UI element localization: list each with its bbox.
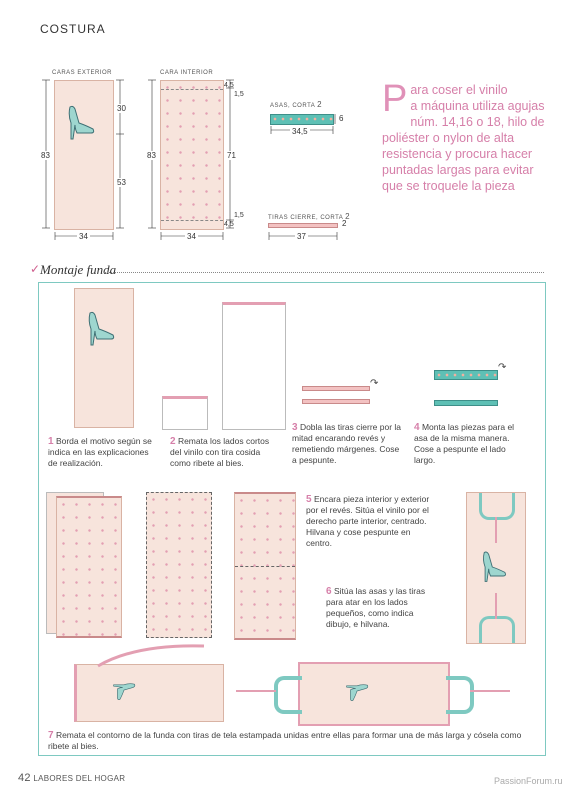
exterior-bottom-dim: 53 bbox=[117, 178, 126, 187]
interior-piece bbox=[160, 80, 224, 230]
exterior-side-dims bbox=[112, 78, 128, 232]
section-title: COSTURA bbox=[40, 22, 106, 36]
step-6: 6 Sitúa las asas y las tiras para atar en los lados pequeños, como indica dibujo, e hilvana. bbox=[326, 586, 426, 629]
high-heel-motif-icon bbox=[67, 103, 97, 143]
tip-first-line: ara coser el vinilo bbox=[410, 83, 508, 97]
tip-initial: P bbox=[382, 78, 408, 120]
interior-width: 34 bbox=[187, 232, 196, 241]
tie-strip bbox=[495, 517, 497, 543]
interior-label: CARA INTERIOR bbox=[160, 70, 214, 76]
step5-basted bbox=[146, 492, 212, 638]
dotted-rule bbox=[104, 272, 544, 273]
asas-label: ASAS, CORTA 2 bbox=[270, 100, 323, 109]
step3-strip-b bbox=[302, 399, 370, 404]
tiras-label: TIRAS CIERRE, CORTA 2 bbox=[268, 212, 351, 221]
interior-mid-dim: 71 bbox=[227, 151, 236, 160]
step2-vinyl bbox=[222, 302, 286, 430]
asas-height: 6 bbox=[339, 114, 344, 123]
binding-strip bbox=[96, 640, 206, 670]
tie-strip bbox=[495, 593, 497, 619]
step-2: 2 Remata los lados cortos del vinilo con tira cosida como ribete al bies. bbox=[170, 436, 270, 468]
high-heel-motif-icon bbox=[481, 549, 509, 585]
exterior-width: 34 bbox=[79, 232, 88, 241]
page-footer: 42 LABORES DEL HOGAR bbox=[18, 772, 126, 784]
step-5: 5 Encara pieza interior y exterior por el revés. Sitúa el vinilo por el derecho parte interior, centrado. Hilvana y cose pespunte en centro. bbox=[306, 494, 430, 548]
interior-bottom-dim-b: 4,5 bbox=[224, 221, 234, 228]
tie-strip bbox=[470, 690, 510, 692]
tie-strip bbox=[236, 690, 276, 692]
step3-strip-a bbox=[302, 386, 370, 391]
interior-top-dim-a: 4,5 bbox=[224, 82, 234, 89]
step-7: 7 Remata el contorno de la funda con tiras de tela estampada unidas entre ellas para formar una de más larga y cósela como ribete al bies. bbox=[48, 730, 522, 751]
exterior-top-dim: 30 bbox=[117, 104, 126, 113]
interior-bottom-dim-a: 1,5 bbox=[234, 212, 244, 219]
strap-loop bbox=[479, 493, 515, 520]
step5-sewn bbox=[234, 492, 296, 640]
step7-finished bbox=[298, 662, 450, 726]
step4-strap-b bbox=[434, 400, 498, 406]
montaje-title: Montaje funda bbox=[40, 262, 117, 277]
high-heel-motif-icon bbox=[111, 675, 137, 709]
step5-layers bbox=[56, 496, 122, 638]
step-1: 1 Borda el motivo según se indica en las explicaciones de realización. bbox=[48, 436, 152, 468]
tiras-strip bbox=[268, 223, 338, 228]
high-heel-motif-icon bbox=[344, 676, 370, 710]
strap-loop bbox=[274, 676, 302, 714]
strap-loop bbox=[446, 676, 474, 714]
step-4: 4 Monta las piezas para el asa de la misma manera. Cose a pespunte el lado largo. bbox=[414, 422, 515, 465]
asas-width: 34,5 bbox=[292, 127, 308, 136]
interior-top-dim-b: 1,5 bbox=[234, 91, 244, 98]
tiras-width: 37 bbox=[297, 232, 306, 241]
sewing-tip bbox=[382, 78, 552, 194]
step4-strap-a bbox=[434, 370, 498, 380]
interior-height: 83 bbox=[147, 151, 156, 160]
tip-body: a máquina utiliza agujas núm. 14,16 o 18, hilo de poliéster o nylon de alta resistencia y procura hacer puntadas largas para evitar que se troquele la pieza bbox=[382, 99, 545, 193]
watermark: PassionForum.ru bbox=[494, 776, 563, 786]
fold-arrow-icon: ↷ bbox=[370, 378, 379, 389]
exterior-height: 83 bbox=[41, 151, 50, 160]
step1-illustration bbox=[74, 288, 134, 428]
tiras-height: 2 bbox=[342, 219, 347, 228]
fold-arrow-icon: ↷ bbox=[498, 362, 507, 373]
step7-binding bbox=[74, 664, 224, 722]
step-3: 3 Dobla las tiras cierre por la mitad encarando revés y remetiendo márgenes. Cose a pespunte. bbox=[292, 422, 402, 465]
high-heel-motif-icon bbox=[87, 309, 117, 349]
exterior-label: CARAS EXTERIOR bbox=[52, 70, 113, 76]
check-icon: ✓ bbox=[30, 262, 41, 276]
step6-illustration bbox=[466, 492, 526, 644]
exterior-piece bbox=[54, 80, 114, 230]
step2-detail bbox=[162, 396, 208, 430]
strap-loop bbox=[479, 616, 515, 643]
